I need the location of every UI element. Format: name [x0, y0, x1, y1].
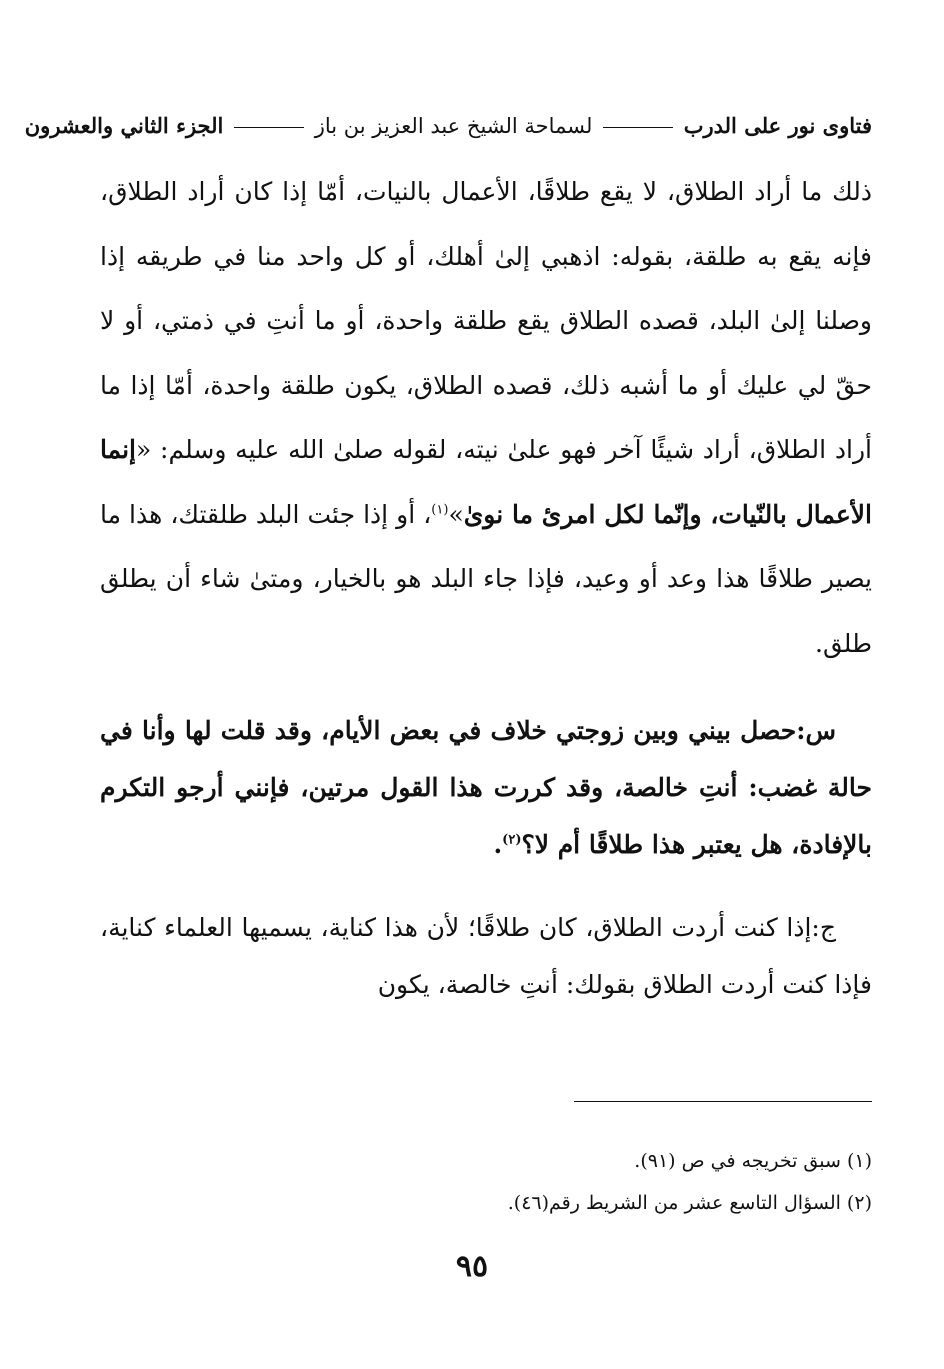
footnote-2: (٢) السؤال التاسع عشر من الشريط رقم(٤٦). — [507, 1192, 872, 1214]
footnote-separator — [574, 1101, 872, 1102]
paragraph-text: ذلك ما أراد الطلاق، لا يقع طلاقًا، الأعمال بالنيات، أمّا إذا كان أراد الطلاق، فإنه يقع به طلقة، بقوله: اذهبي إلىٰ أهلك، أو كل واحد منا في طريقه إذا وصلنا إلىٰ البلد، قصده الطلاق يقع طلقة واحدة، أو ما أنتِ في ذمتي، أو لا حقّ لي عليك أو ما أشبه ذلك، قصده الطلاق، يكون طلقة واحدة، أمّا إذا ما أراد الطلاق، أراد شيئًا آخر فهو علىٰ نيته، لقوله صلىٰ الله عليه وسلم: « — [100, 177, 872, 464]
question-text: س:حصل بيني وبين زوجتي خلاف في بعض الأيام، وقد قلت لها وأنا في حالة غضب: أنتِ خالصة، وقد كررت هذا القول مرتين، فإنني أرجو التكرم بالإفادة، هل يعتبر هذا طلاقًا أم لا؟ — [100, 716, 872, 859]
answer-paragraph — [100, 899, 872, 1013]
author-name: لسماحة الشيخ عبد العزيز بن باز — [314, 114, 593, 138]
footnote-ref-1: (١) — [431, 502, 449, 518]
book-title: فتاوى نور على الدرب — [683, 113, 872, 138]
volume-label: الجزء الثاني والعشرون — [24, 113, 224, 138]
paragraph-text-end: ، أو إذا جئت البلد طلقتك، هذا ما يصير طلاقًا هذا وعد أو وعيد، فإذا جاء البلد هو بالخيار، ومتىٰ شاء أن يطلق طلق. — [100, 499, 872, 658]
header-dash — [603, 127, 673, 128]
page-number: ٩٥ — [455, 1249, 489, 1284]
footnote-ref-2: (٢) — [502, 832, 522, 848]
header-dash — [234, 127, 304, 128]
running-header — [24, 110, 872, 142]
paragraph-continuation — [100, 160, 872, 676]
quote-close: » — [448, 499, 464, 529]
answer-text: ج:إذا كنت أردت الطلاق، كان طلاقًا؛ لأن هذا كناية، يسميها العلماء كناية، فإذا كنت أردت الطلاق بقولك: أنتِ خالصة، يكون — [100, 913, 872, 999]
footnotes — [300, 1140, 872, 1224]
footnote-1: (١) سبق تخريجه في ص (٩١). — [634, 1150, 872, 1172]
hadith-quote: إنما الأعمال بالنّيات، وإنّما لكل امرئ ما نوىٰ — [100, 435, 872, 529]
question-paragraph — [100, 702, 872, 873]
question-end: . — [493, 830, 503, 859]
main-text — [100, 160, 872, 1013]
